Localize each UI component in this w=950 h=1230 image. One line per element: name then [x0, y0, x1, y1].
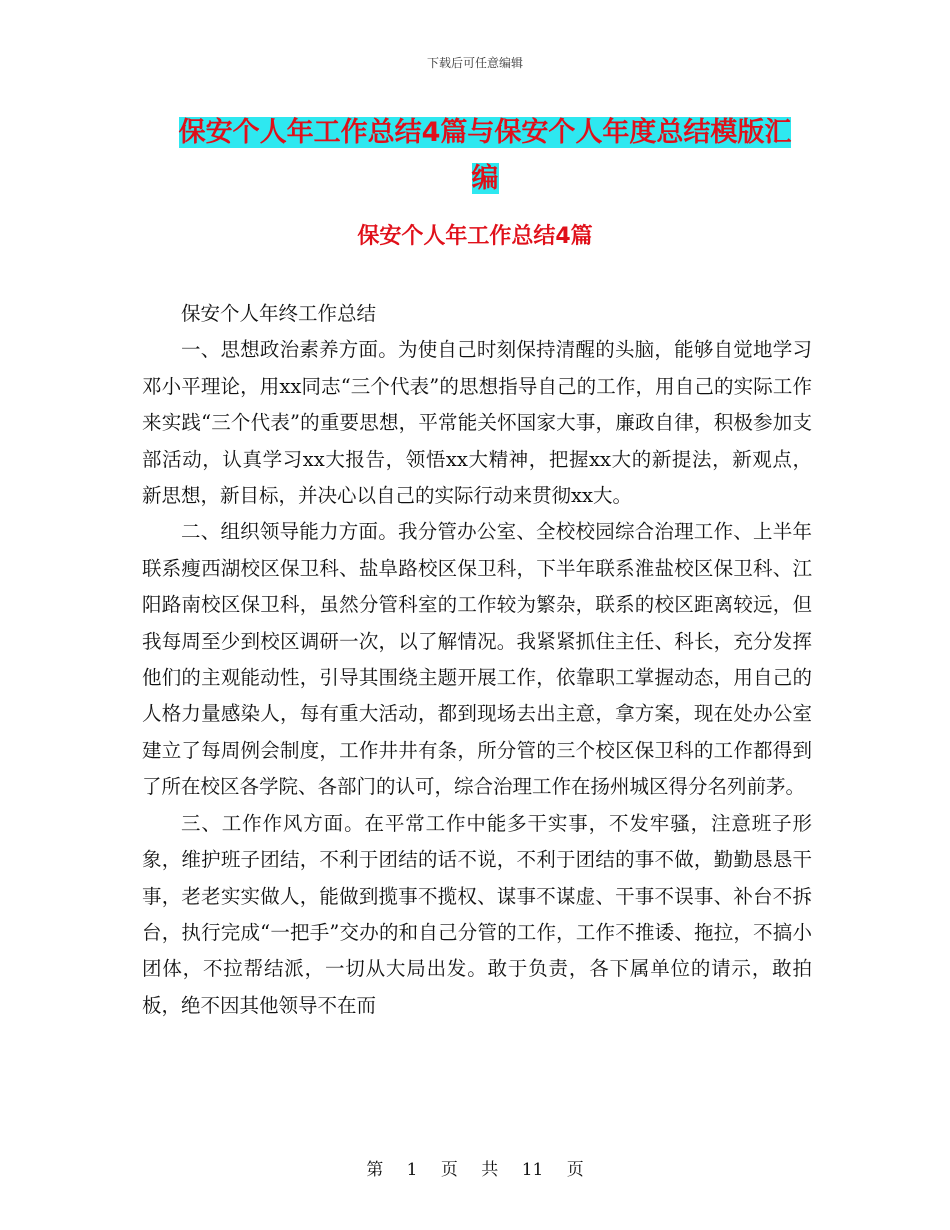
footer-total-unit: 页: [566, 1160, 584, 1180]
document-title: [175, 110, 795, 202]
document-title-text: 保安个人年工作总结4篇与保安个人年度总结模版汇编: [178, 117, 792, 194]
body-text: [142, 296, 812, 1024]
footer-page-unit: 页: [440, 1160, 458, 1180]
header-note: 下载后可任意编辑: [426, 56, 523, 70]
paragraph: 三、工作作风方面。在平常工作中能多干实事，不发牢骚，注意班子形象，维护班子团结，不利于团结的话不说，不利于团结的事不做，勤勤恳恳干事，老老实实做人，能做到揽事不揽权、谋事不谋虚、干事不误事、补台不拆台，执行完成“一把手”交办的和自己分管的工作，工作不推诿、拖拉，不搞小团体，不拉帮结派，一切从大局出发。敢于负责，各下属单位的请示，敢拍板，绝不因其他领导不在而: [142, 811, 812, 1017]
paragraph-heading: 保安个人年终工作总结: [181, 302, 377, 325]
page-footer: [0, 1155, 950, 1180]
paragraph: 二、组织领导能力方面。我分管办公室、全校校园综合治理工作、上半年联系瘦西湖校区保卫科、盐阜路校区保卫科，下半年联系淮盐校区保卫科、江阳路南校区保卫科，虽然分管科室的工作较为繁杂，联系的校区距离较远，但我每周至少到校区调研一次，以了解情况。我紧紧抓住主任、科长，充分发挥他们的主观能动性，引导其围绕主题开展工作，依靠职工掌握动态，用自己的人格力量感染人，每有重大活动，都到现场去出主意，拿方案，现在处办公室建立了每周例会制度，工作井井有条，所分管的三个校区保卫科的工作都得到了所在校区各学院、各部门的认可，综合治理工作在扬州城区得分名列前茅。: [142, 520, 812, 799]
paragraph: 一、思想政治素养方面。为使自己时刻保持清醒的头脑，能够自觉地学习邓小平理论，用xx同志“三个代表”的思想指导自己的工作，用自己的实际工作来实践“三个代表”的重要思想，平常能关怀国家大事，廉政自律，积极参加支部活动，认真学习xx大报告，领悟xx大精神，把握xx大的新提法，新观点，新思想，新目标，并决心以自己的实际行动来贯彻xx大。: [142, 338, 812, 508]
page-number: 1: [406, 1160, 418, 1180]
section-title: 保安个人年工作总结4篇: [357, 224, 593, 249]
total-pages: 11: [521, 1160, 544, 1180]
footer-total-prefix: 共: [481, 1160, 499, 1180]
footer-prefix: 第: [366, 1160, 384, 1180]
